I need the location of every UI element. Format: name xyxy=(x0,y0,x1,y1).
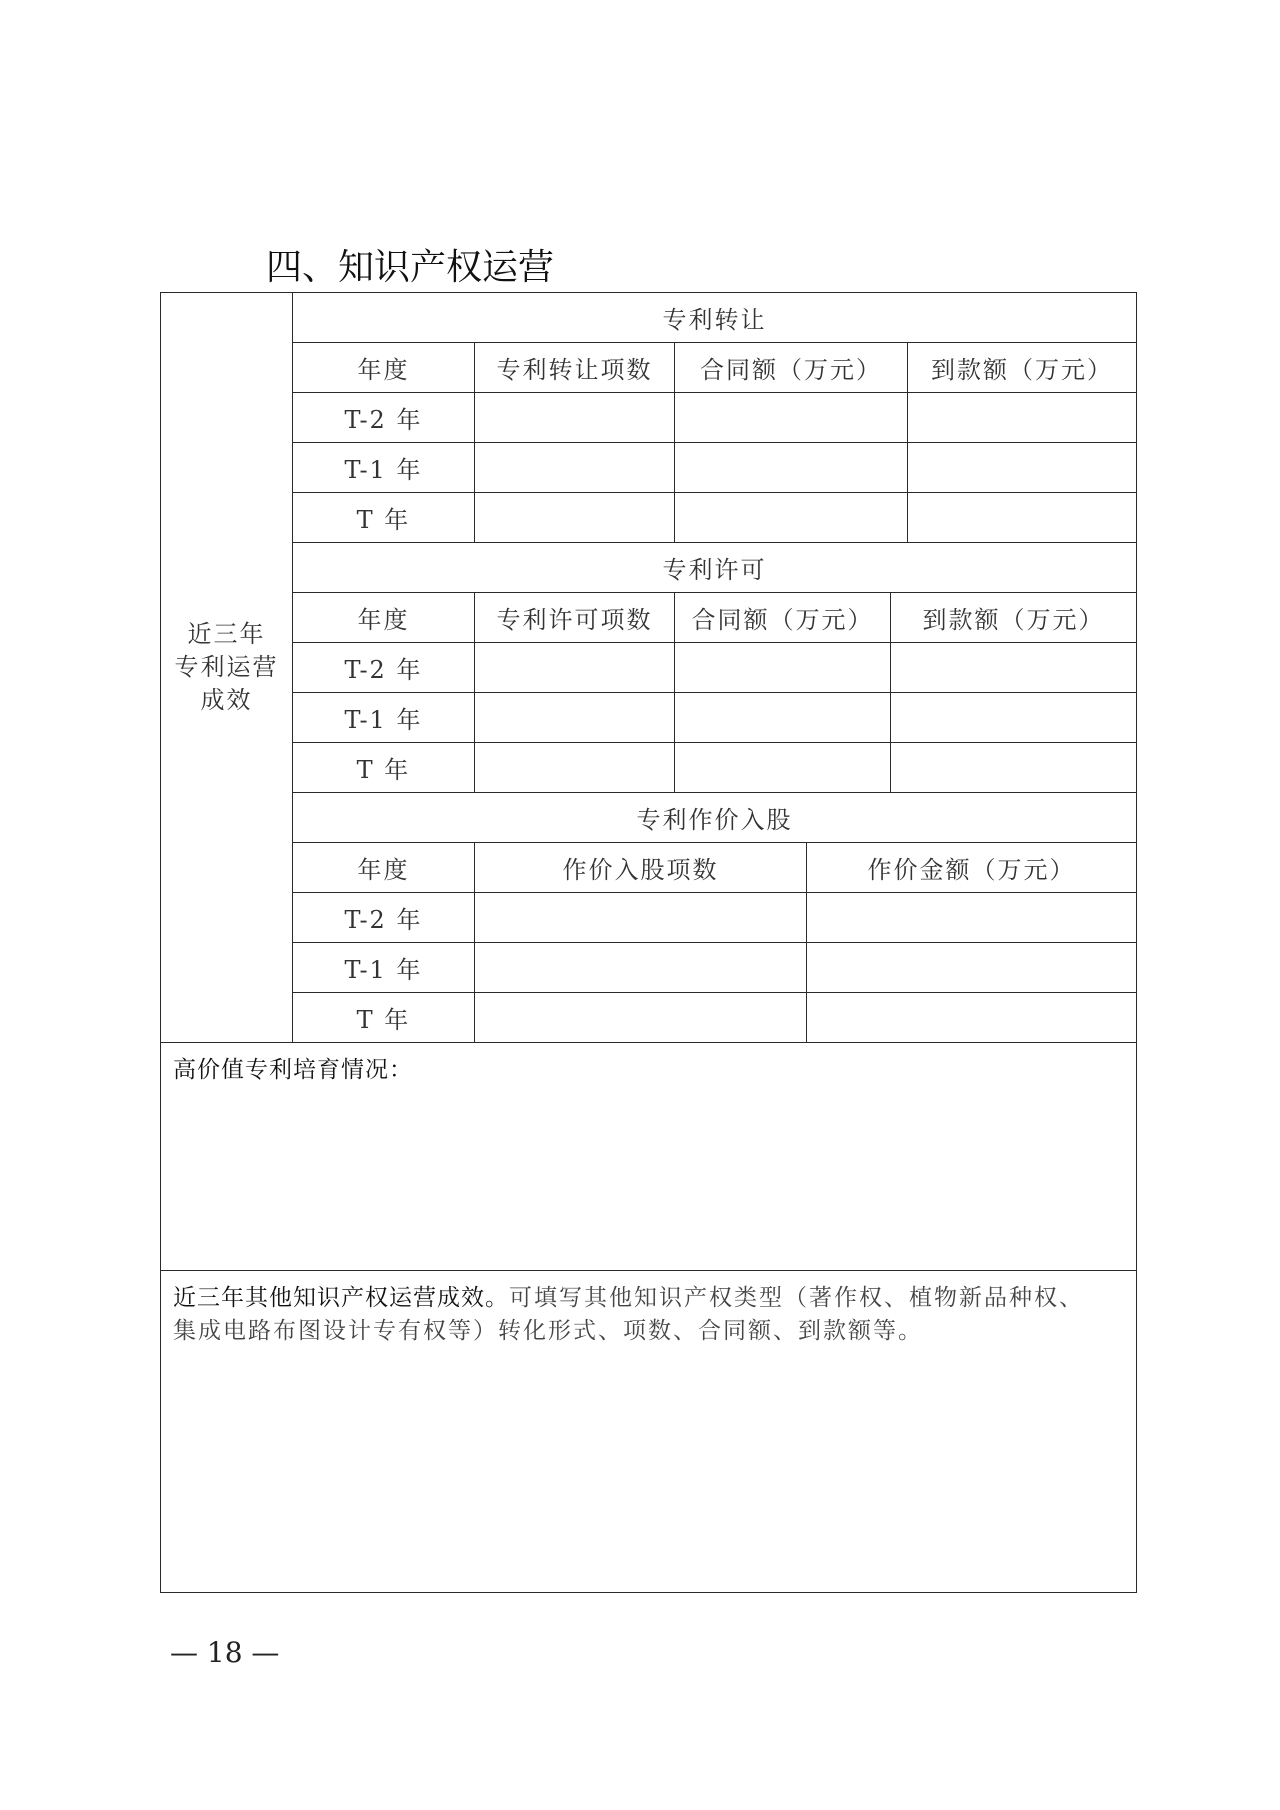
license-header-row xyxy=(161,593,1137,643)
other-ip-cell[interactable] xyxy=(161,1271,1137,1593)
col-header: 到款额（万元） xyxy=(931,356,1113,384)
value-cell[interactable] xyxy=(475,443,675,493)
side-label-line: 专利运营 xyxy=(174,653,279,681)
other-ip-row xyxy=(161,1271,1137,1593)
table-row xyxy=(161,993,1137,1043)
value-cell[interactable] xyxy=(891,693,1137,742)
page-number: — 18 — xyxy=(170,1636,280,1669)
equity-title-row xyxy=(161,793,1137,843)
value-cell[interactable] xyxy=(475,493,675,543)
col-header: 到款额（万元） xyxy=(922,606,1105,634)
side-label xyxy=(161,293,293,1043)
value-cell[interactable] xyxy=(908,493,1137,542)
value-cell[interactable] xyxy=(475,743,675,793)
value-cell[interactable] xyxy=(475,943,807,993)
value-cell[interactable] xyxy=(675,743,891,792)
transfer-header-group xyxy=(675,343,1137,393)
license-title-row xyxy=(161,543,1137,593)
value-cell[interactable] xyxy=(675,443,908,492)
value-cell[interactable] xyxy=(675,393,908,442)
year-cell: T 年 xyxy=(293,743,475,793)
value-cell[interactable] xyxy=(891,643,1137,692)
value-cell[interactable] xyxy=(807,943,1137,993)
high-value-cell[interactable] xyxy=(161,1043,1137,1271)
value-cell[interactable] xyxy=(475,893,807,943)
transfer-header-row xyxy=(161,343,1137,393)
equity-header-row xyxy=(161,843,1137,893)
table-row xyxy=(161,443,1137,493)
year-cell: T-2 年 xyxy=(293,393,475,443)
year-cell: T-2 年 xyxy=(293,893,475,943)
value-cell[interactable] xyxy=(908,443,1137,492)
high-value-row xyxy=(161,1043,1137,1271)
table-row xyxy=(161,893,1137,943)
value-cell[interactable] xyxy=(475,693,675,743)
col-header: 作价金额（万元） xyxy=(807,843,1137,893)
value-cell[interactable] xyxy=(807,993,1137,1043)
section-title: 四、知识产权运营 xyxy=(266,247,555,288)
value-cell[interactable] xyxy=(675,493,908,542)
table-row xyxy=(161,743,1137,793)
high-value-label: 高价值专利培育情况： xyxy=(173,1057,413,1083)
other-ip-desc-2: 集成电路布图设计专有权等）转化形式、项数、合同额、到款额等。 xyxy=(173,1318,923,1344)
value-cell[interactable] xyxy=(675,693,891,742)
ip-operation-table xyxy=(160,292,1137,1593)
other-ip-label: 近三年其他知识产权运营成效。 xyxy=(173,1285,509,1311)
year-cell: T 年 xyxy=(293,493,475,543)
col-header: 年度 xyxy=(293,593,475,643)
value-cell[interactable] xyxy=(475,393,675,443)
value-cell[interactable] xyxy=(908,393,1137,442)
year-cell: T-1 年 xyxy=(293,443,475,493)
col-header: 合同额（万元） xyxy=(675,343,908,392)
col-header: 合同额（万元） xyxy=(675,593,891,642)
value-cell[interactable] xyxy=(891,743,1137,792)
col-header: 年度 xyxy=(293,843,475,893)
transfer-title: 专利转让 xyxy=(293,293,1137,343)
value-cell[interactable] xyxy=(675,643,891,692)
license-title: 专利许可 xyxy=(293,543,1137,593)
equity-title: 专利作价入股 xyxy=(293,793,1137,843)
year-cell: T 年 xyxy=(293,993,475,1043)
year-cell: T-1 年 xyxy=(293,943,475,993)
table-row xyxy=(161,393,1137,443)
other-ip-desc-1: 可填写其他知识产权类型（著作权、植物新品种权、 xyxy=(509,1285,1084,1311)
table-row xyxy=(161,693,1137,743)
year-cell: T-1 年 xyxy=(293,693,475,743)
col-header: 年度 xyxy=(293,343,475,393)
table-row xyxy=(161,943,1137,993)
transfer-title-row xyxy=(161,293,1137,343)
value-cell[interactable] xyxy=(475,993,807,1043)
value-cell[interactable] xyxy=(475,643,675,693)
year-cell: T-2 年 xyxy=(293,643,475,693)
side-label-line: 近三年 xyxy=(187,620,266,648)
table-row xyxy=(161,493,1137,543)
col-header: 专利许可项数 xyxy=(475,593,675,643)
col-header: 作价入股项数 xyxy=(475,843,807,893)
value-cell[interactable] xyxy=(807,893,1137,943)
col-header: 专利转让项数 xyxy=(475,343,675,393)
table-row xyxy=(161,643,1137,693)
side-label-line: 成效 xyxy=(200,686,253,714)
